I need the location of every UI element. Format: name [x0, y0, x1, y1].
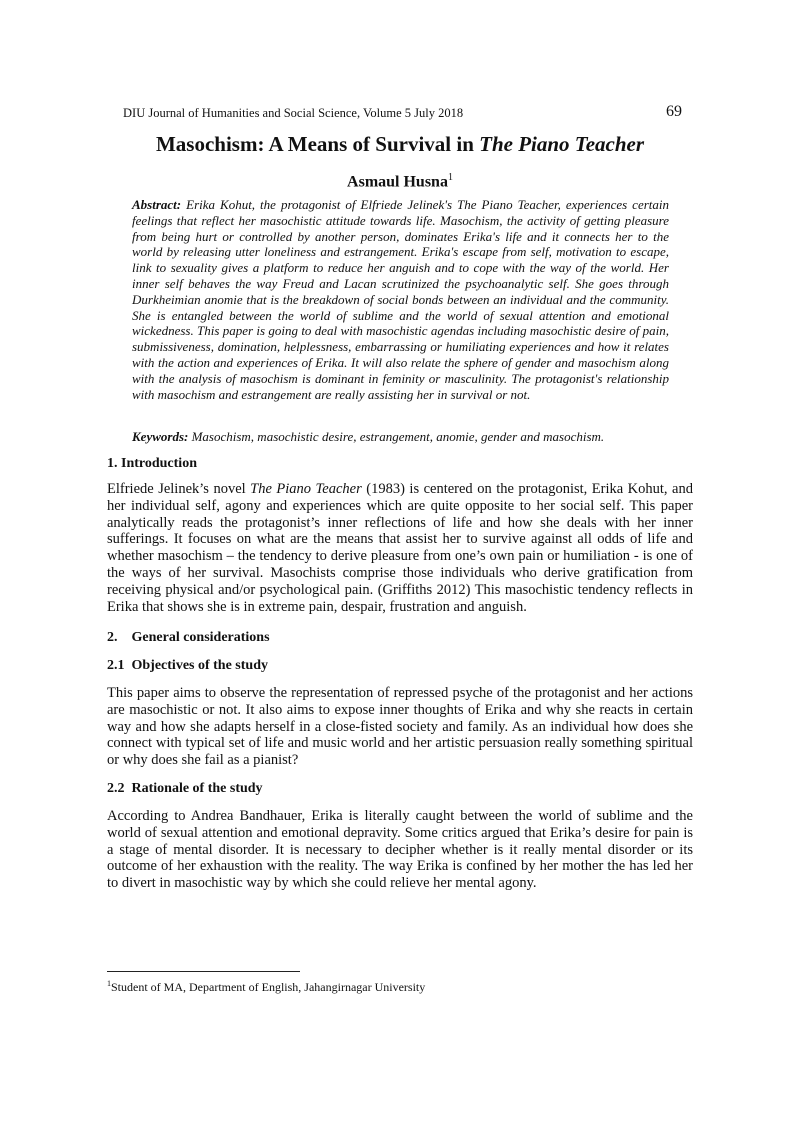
intro-book-title: The Piano Teacher	[250, 481, 362, 497]
author-name: Asmaul Husna	[347, 173, 448, 191]
section-heading-rationale: 2.2 Rationale of the study	[107, 781, 263, 796]
author-footnote-mark: 1	[447, 172, 453, 183]
section-heading-introduction: 1. Introduction	[107, 456, 197, 471]
footnote-divider	[107, 971, 300, 972]
page-number: 69	[666, 103, 682, 120]
running-head: DIU Journal of Humanities and Social Science, Volume 5 July 2018	[123, 106, 464, 120]
intro-text-start: Elfriede Jelinek’s novel	[107, 481, 251, 497]
keywords-text: Masochism, masochistic desire, estrangement, anomie, gender and masochism.	[191, 429, 605, 444]
title-main: Masochism: A Means of Survival in	[155, 132, 480, 156]
introduction-paragraph	[107, 481, 693, 615]
keywords-label: Keywords:	[132, 429, 189, 444]
intro-text-rest: (1983) is centered on the protagonist, Erika Kohut, and her individual self, agony and experiences which are quite opposite to her social self. This paper analytically reads the protagonist’s inner reflections of life and how she deals with her inner sufferings. It focuses on what are the means that assist her to survive against all odds of life and whether masochism – the tendency to derive pleasure from one’s own pain or humiliation - is one of the ways of her survival. Masochists comprise those individuals who derive gratification from receiving physical and/or psychological pain. (Griffiths 2012) This masochistic tendency reflects in Erika that shows she is in extreme pain, despair, frustration and anguish.	[107, 481, 693, 615]
section-heading-objectives: 2.1 Objectives of the study	[107, 658, 268, 673]
footnote-text: Student of MA, Department of English, Jahangirnagar University	[111, 980, 426, 994]
abstract-label: Abstract:	[132, 197, 182, 212]
rationale-paragraph: According to Andrea Bandhauer, Erika is literally caught between the world of sublime and the world of sexual attention and emotional depravity. Some critics argued that Erika’s desire for pain is a stage of mental disorder. It is necessary to decipher whether is it really mental disorder or its outcome of her exhaustion with the reality. The way Erika is confined by her mother the has led her to divert in masochistic way by which she could relieve her mental agony.	[107, 808, 693, 892]
section-heading-general: 2. General considerations	[107, 630, 270, 645]
paper-title	[107, 132, 693, 157]
footnote	[107, 979, 425, 995]
abstract-text: Erika Kohut, the protagonist of Elfriede Jelinek's The Piano Teacher, experiences certain feelings that reflect her masochistic attitude towards life. Masochism, the activity of getting pleasure from being hurt or controlled by another person, dominates Erika's life and it connects her to the world by releasing utter loneliness and estrangement. Erika's escape from self, motivation to escape, link to sexuality gives a platform to reduce her anguish and to cope with the way of the world. Her inner self behaves the way Freud and Lacan scrutinized the psychoanalytic self. She goes through Durkheimian anomie that is the breakdown of social bonds between an individual and the community. She is entangled between the world of sublime and the world of sexual attention and emotional wickedness. This paper is going to deal with masochistic agendas including masochistic desire of pain, submissiveness, domination, helplessness, embarrassing or humiliating experiences and how it relates with the action and experiences of Erika. It will also relate the sphere of gender and masochism along with the analysis of masochism is dominant in feminity or masculinity. The protagonist's relationship with masochism and estrangement are really assisting her in survival or not.	[132, 197, 670, 402]
footnote-mark: 1	[107, 979, 111, 988]
keywords	[132, 429, 669, 445]
author-line	[107, 172, 693, 191]
objectives-paragraph: This paper aims to observe the representation of repressed psyche of the protagonist and her actions are masochistic or not. It also aims to expose inner thoughts of Erika and why she reacts in certain way and how she adapts herself in a close-fisted society and family. As an individual how does she connect with typical set of life and music world and her artistic persuasion really something spiritual or why does she fail as a pianist?	[107, 685, 693, 769]
title-italic: The Piano Teacher	[479, 132, 645, 156]
abstract	[132, 197, 669, 402]
